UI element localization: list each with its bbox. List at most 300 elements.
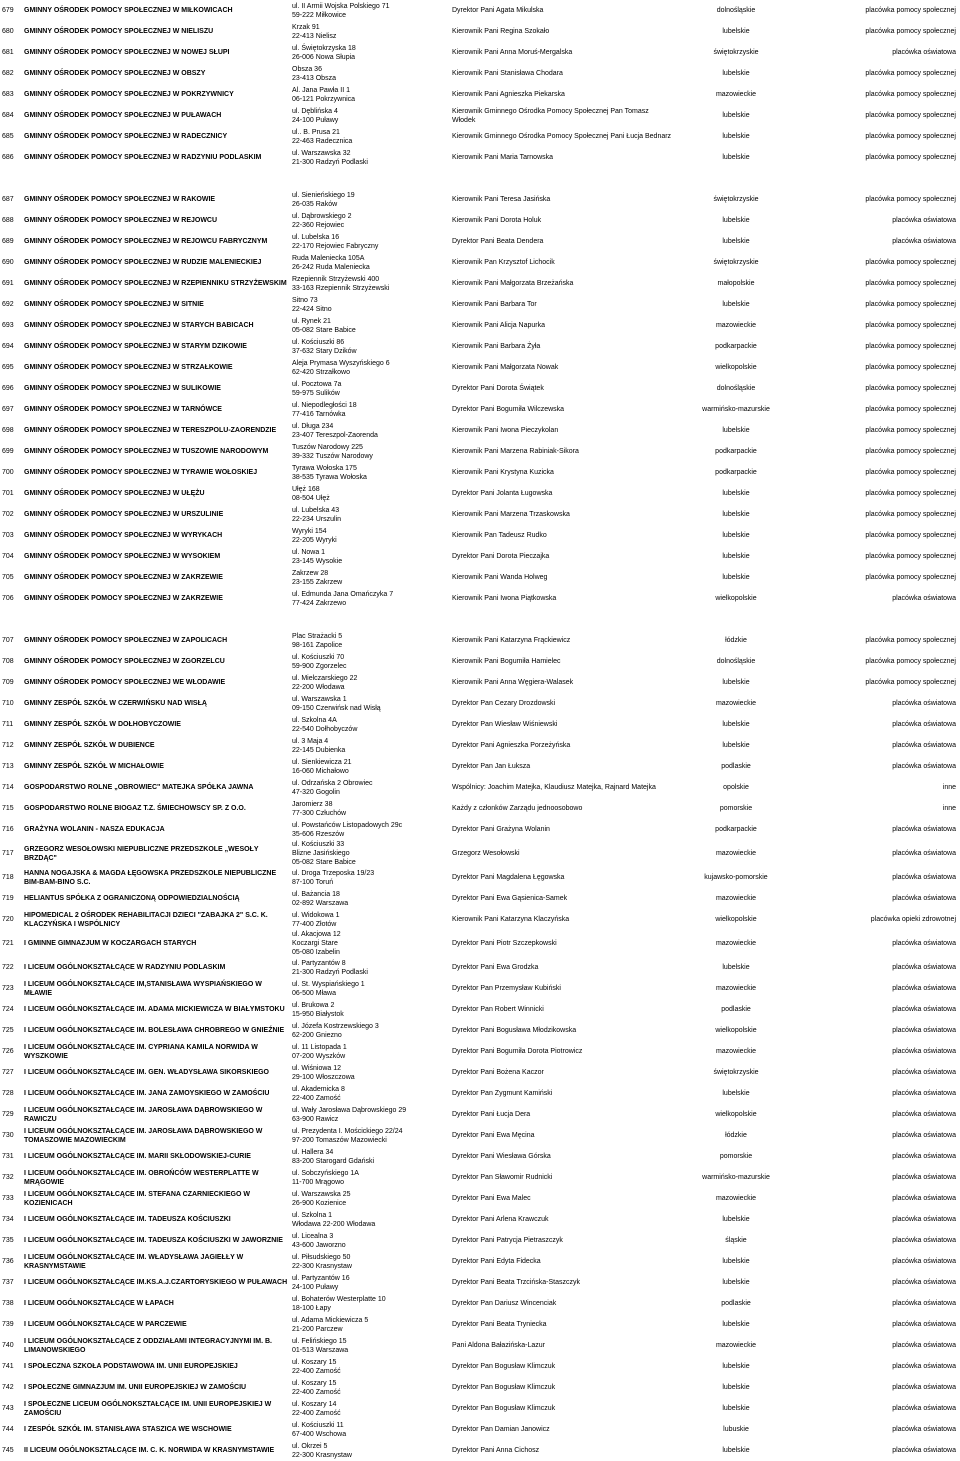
address-line: 22-300 Krasnystaw	[292, 1451, 352, 1459]
address	[290, 756, 450, 777]
institution-type: placówka oświatowa	[892, 1279, 956, 1286]
table-row	[0, 147, 960, 168]
institution-type: placówka pomocy społecznej	[865, 448, 956, 455]
institution-name: GMINNY OŚRODEK POMOCY SPOŁECZNEJ W POKRZYWNICY	[24, 91, 234, 98]
table-row	[0, 63, 960, 84]
institution-type: placówka pomocy społecznej	[865, 7, 956, 14]
voivodeship: świętokrzyskie	[713, 259, 759, 266]
address-line: 11-700 Mrągowo	[292, 1178, 345, 1186]
address-line: ul. Koszary 15	[292, 1379, 337, 1387]
table-row	[0, 777, 960, 798]
address-line: ul. 3 Maja 4	[292, 737, 329, 745]
address	[290, 714, 450, 735]
table-row	[0, 651, 960, 672]
institution-type: placówka pomocy społecznej	[865, 154, 956, 161]
institution-name: GOSPODARSTWO ROLNE BIOGAZ T.Z. ŚMIECHOWSCY SP. Z O.O.	[24, 805, 246, 812]
institution-name: I LICEUM OGÓLNOKSZTAŁCĄCE W RADZYNIU PODLASKIM	[24, 964, 226, 971]
voivodeship: lubelskie	[722, 1258, 750, 1265]
address-line: 22-400 Zamość	[292, 1367, 341, 1375]
table-row	[0, 315, 960, 336]
institution-name: GMINNY ZESPÓŁ SZKÓŁ W DOŁHOBYCZOWIE	[24, 721, 181, 728]
address-line: ul. Akademicka 8	[292, 1085, 345, 1093]
institution-type: placówka pomocy społecznej	[865, 658, 956, 665]
head-person: Dyrektor Pan Damian Janowicz	[452, 1426, 550, 1433]
address	[290, 999, 450, 1020]
row-number: 711	[2, 721, 14, 728]
address-line: 98-161 Zapolice	[292, 641, 343, 649]
institution-name: GMINNY OŚRODEK POMOCY SPOŁECZNEJ W SULIKOWIE	[24, 385, 221, 392]
address	[290, 357, 450, 378]
institution-name: GMINNY OŚRODEK POMOCY SPOŁECZNEJ W TYRAWIE WOŁOSKIEJ	[24, 469, 258, 476]
institution-type: placówka oświatowa	[892, 895, 956, 902]
row-number: 734	[2, 1216, 14, 1223]
row-number: 717	[2, 850, 14, 857]
institution-name: GMINNY OŚRODEK POMOCY SPOŁECZNEJ W STRZAŁKOWIE	[24, 364, 233, 371]
row-number: 701	[2, 490, 14, 497]
voivodeship: lubelskie	[722, 1363, 750, 1370]
institution-name: GMINNY OŚRODEK POMOCY SPOŁECZNEJ W MIŁKOWICACH	[24, 7, 233, 14]
address	[290, 1209, 450, 1230]
address	[290, 1104, 450, 1125]
voivodeship: lubelskie	[722, 28, 750, 35]
institution-name: GMINNY ZESPÓŁ SZKÓŁ W DUBIENCE	[24, 742, 155, 749]
voivodeship: lubelskie	[722, 112, 750, 119]
address	[290, 1125, 450, 1146]
address-line: ul. Warszawska 25	[292, 1190, 351, 1198]
address-line: ul. Kościuszki 86	[292, 338, 345, 346]
address-line: ul. Wiśniowa 12	[292, 1064, 342, 1072]
table-row	[0, 42, 960, 63]
voivodeship: mazowieckie	[715, 1048, 757, 1055]
voivodeship: mazowieckie	[715, 322, 757, 329]
address-line: 22-400 Zamość	[292, 1409, 341, 1417]
row-number: 692	[2, 301, 14, 308]
address-line: ul. Partyzantów 16	[292, 1274, 350, 1282]
address	[290, 930, 450, 957]
institution-name: GMINNY OŚRODEK POMOCY SPOŁECZNEJ W TERESZPOLU-ZAORENDZIE	[24, 427, 277, 434]
institution-name: GMINNY OŚRODEK POMOCY SPOŁECZNEJ W UŁĘŻU	[24, 490, 205, 497]
address-line: ul. Józefa Kostrzewskiego 3	[292, 1022, 379, 1030]
head-person: Dyrektor Pani Dorota Pieczajka	[452, 553, 550, 560]
row-number: 725	[2, 1027, 14, 1034]
voivodeship: lubelskie	[722, 490, 750, 497]
table-row	[0, 336, 960, 357]
institution-type: placówka oświatowa	[892, 1069, 956, 1076]
institution-name: GMINNY OŚRODEK POMOCY SPOŁECZNEJ W RADECZNICY	[24, 133, 228, 140]
row-number: 716	[2, 826, 14, 833]
row-number: 743	[2, 1405, 14, 1412]
voivodeship: podkarpackie	[715, 343, 757, 350]
head-person: Kierownik Pani Katarzyna Klaczyńska	[452, 916, 570, 923]
head-person: Kierownik Pani Regina Szokało	[452, 28, 550, 35]
institution-type: placówka pomocy społecznej	[865, 427, 956, 434]
head-person: Dyrektor Pani Beata Tryniecka	[452, 1321, 547, 1328]
address-line: ul. Odrzańska 2 Obrowiec	[292, 779, 373, 787]
table-row	[0, 378, 960, 399]
address-line: 38-535 Tyrawa Wołoska	[292, 473, 367, 481]
row-number: 730	[2, 1132, 14, 1139]
institution-type: placówka oświatowa	[892, 1447, 956, 1454]
institution-name: GMINNY OŚRODEK POMOCY SPOŁECZNEJ W STARYCH BABICACH	[24, 322, 254, 329]
address-line: Blizne Jasińskiego	[292, 850, 350, 857]
address	[290, 978, 450, 999]
voivodeship: lubelskie	[722, 1216, 750, 1223]
institution-type: placówka oświatowa	[892, 850, 956, 857]
address	[290, 1188, 450, 1209]
row-number: 703	[2, 532, 14, 539]
address	[290, 1167, 450, 1188]
address-line: 15-950 Białystok	[292, 1010, 344, 1018]
address-line: 33-163 Rzepiennik Strzyżewski	[292, 284, 390, 292]
row-number: 679	[2, 7, 14, 14]
voivodeship: lubelskie	[722, 532, 750, 539]
address	[290, 672, 450, 693]
table-row	[0, 930, 960, 957]
table-row	[0, 1209, 960, 1230]
institution-type: placówka pomocy społecznej	[865, 679, 956, 686]
head-person: Dyrektor Pani Ewa Gąsienica-Samek	[452, 895, 568, 902]
table-row	[0, 105, 960, 126]
institution-name: GMINNY OŚRODEK POMOCY SPOŁECZNEJ W REJOWCU	[24, 217, 218, 224]
row-number: 696	[2, 385, 14, 392]
head-person: Kierownik Pani Wanda Holweg	[452, 574, 548, 581]
address-line: Rzepiennik Strzyżewski 400	[292, 275, 380, 283]
table-row	[0, 735, 960, 756]
institution-type: placówka oświatowa	[892, 1006, 956, 1013]
institution-name: GRZEGORZ WESOŁOWSKI NIEPUBLICZNE PRZEDSZKOLE „WESOŁY BRZDĄC"	[24, 845, 259, 862]
address-line: ul. Dęblińska 4	[292, 107, 338, 115]
head-person: Kierownik Pani Maria Tarnowska	[452, 154, 554, 161]
row-number: 700	[2, 469, 14, 476]
address-line: 26-035 Raków	[292, 200, 338, 208]
voivodeship: lubelskie	[722, 1405, 750, 1412]
institution-name: GMINNY OŚRODEK POMOCY SPOŁECZNEJ W RUDZIE MALENIECKIEJ	[24, 259, 262, 266]
row-number: 710	[2, 700, 14, 707]
address-line: 22-463 Radecznica	[292, 137, 353, 145]
institution-name: GMINNY OŚRODEK POMOCY SPOŁECZNEJ WE WŁODAWIE	[24, 679, 226, 686]
head-person: Dyrektor Pan Wiesław Wiśniewski	[452, 721, 558, 728]
table-row	[0, 672, 960, 693]
institution-name: GMINNY OŚRODEK POMOCY SPOŁECZNEJ W WYRYKACH	[24, 532, 223, 539]
institution-type: placówka oświatowa	[892, 964, 956, 971]
address-line: ul. Brukowa 2	[292, 1001, 335, 1009]
head-person: Dyrektor Pan Jan Łuksza	[452, 763, 531, 770]
address-line: 18-100 Łapy	[292, 1304, 331, 1312]
address-line: ul. Adama Mickiewicza 5	[292, 1316, 369, 1324]
institution-type: inne	[942, 805, 956, 812]
address-line: 05-082 Stare Babice	[292, 859, 356, 866]
table-row	[0, 1272, 960, 1293]
table-row	[0, 0, 960, 21]
row-number: 694	[2, 343, 14, 350]
head-person: Dyrektor Pani Bogusława Młodzikowska	[452, 1027, 577, 1034]
institution-name: I LICEUM OGÓLNOKSZTAŁCĄCE IM. GEN. WŁADYSŁAWA SIKORSKIEGO	[24, 1069, 269, 1076]
address	[290, 546, 450, 567]
head-person: Dyrektor Pani Beata Dendera	[452, 238, 544, 245]
address-line: ul. Felińskiego 15	[292, 1337, 347, 1345]
institution-name: I LICEUM OGÓLNOKSZTAŁCĄCE IM. CYPRIANA KAMILA NORWIDA W WYSZKOWIE	[24, 1043, 258, 1060]
table-row	[0, 1104, 960, 1125]
address-line: ul. Akacjowa 12	[292, 931, 341, 938]
institution-name: GMINNY OŚRODEK POMOCY SPOŁECZNEJ W NIELISZU	[24, 28, 214, 35]
address	[290, 273, 450, 294]
institution-type: placówka oświatowa	[892, 1300, 956, 1307]
table-row	[0, 1356, 960, 1377]
table-row	[0, 1398, 960, 1419]
table-row	[0, 483, 960, 504]
address-line: 77-424 Zakrzewo	[292, 599, 347, 607]
address	[290, 909, 450, 930]
section-gap	[0, 168, 960, 189]
institution-name: GMINNY OŚRODEK POMOCY SPOŁECZNEJ W ZAPOLICACH	[24, 637, 228, 644]
institution-name: GMINNY OŚRODEK POMOCY SPOŁECZNEJ W NOWEJ SŁUPI	[24, 49, 230, 56]
address-line: 87-100 Toruń	[292, 878, 334, 886]
row-number: 682	[2, 70, 14, 77]
voivodeship: kujawsko-pomorskie	[704, 874, 768, 881]
table-row	[0, 909, 960, 930]
voivodeship: lubelskie	[722, 1090, 750, 1097]
voivodeship: lubelskie	[722, 679, 750, 686]
address-line: 39-332 Tuszów Narodowy	[292, 452, 373, 460]
row-number: 687	[2, 196, 14, 203]
table-row	[0, 1419, 960, 1440]
address-line: 23-145 Wysokie	[292, 557, 343, 565]
address-line: ul. Edmunda Jana Omańczyka 7	[292, 590, 394, 598]
voivodeship: lubelskie	[722, 154, 750, 161]
address	[290, 777, 450, 798]
table-row	[0, 693, 960, 714]
row-number: 714	[2, 784, 14, 791]
institution-type: placówka oświatowa	[892, 721, 956, 728]
address	[290, 1440, 450, 1461]
voivodeship: łódzkie	[725, 1132, 747, 1139]
address	[290, 252, 450, 273]
institution-name: GMINNY OŚRODEK POMOCY SPOŁECZNEJ W URSZULINIE	[24, 511, 224, 518]
voivodeship: lubelskie	[722, 553, 750, 560]
institution-type: placówka oświatowa	[892, 763, 956, 770]
row-number: 691	[2, 280, 14, 287]
address-line: 22-400 Zamość	[292, 1094, 341, 1102]
address	[290, 189, 450, 210]
address	[290, 462, 450, 483]
head-person: Dyrektor Pani Bogumiła Wilczewska	[452, 406, 565, 413]
address	[290, 1356, 450, 1377]
institution-type: placówka pomocy społecznej	[865, 301, 956, 308]
address-line: ul. II Armii Wojska Polskiego 71	[292, 2, 390, 10]
institution-name: GMINNY OŚRODEK POMOCY SPOŁECZNEJ W WYSOKIEM	[24, 553, 221, 560]
institution-name: GMINNY OŚRODEK POMOCY SPOŁECZNEJ W TARNÓWCE	[24, 406, 222, 413]
address-line: ul. Świętokrzyska 18	[292, 44, 356, 52]
voivodeship: świętokrzyskie	[713, 49, 759, 56]
institution-type: placówka oświatowa	[892, 1111, 956, 1118]
address-line: ul. Bohaterów Westerplatte 10	[292, 1295, 386, 1303]
row-number: 740	[2, 1342, 14, 1349]
table-row	[0, 630, 960, 651]
institution-name: I ZESPÓŁ SZKÓŁ IM. STANISŁAWA STASZICA WE WSCHOWIE	[24, 1426, 232, 1433]
head-person: Każdy z członków Zarządu jednoosobowo	[452, 805, 583, 812]
address-line: ul. Kościuszki 33	[292, 841, 345, 848]
address-line: 23-413 Obsza	[292, 74, 336, 82]
institution-name: I LICEUM OGÓLNOKSZTAŁCĄCE W ŁAPACH	[24, 1300, 174, 1307]
institution-type: placówka opieki zdrowotnej	[870, 916, 956, 923]
voivodeship: małopolskie	[717, 280, 755, 287]
table-row	[0, 999, 960, 1020]
institution-type: placówka oświatowa	[892, 1153, 956, 1160]
table-row	[0, 357, 960, 378]
head-person: Kierownik Pani Stanisława Chodara	[452, 70, 563, 77]
address-line: 08-504 Ułęż	[292, 494, 330, 502]
head-person: Dyrektor Pani Agnieszka Porzeżyńska	[452, 742, 571, 749]
institution-name: HELIANTUS SPÓŁKA Z OGRANICZONĄ ODPOWIEDZIALNOŚCIĄ	[24, 895, 240, 902]
institution-type: placówka oświatowa	[892, 1090, 956, 1097]
voivodeship: podkarpackie	[715, 469, 757, 476]
address-line: 22-200 Włodawa	[292, 683, 345, 691]
address-line: 37-632 Stary Dzików	[292, 347, 357, 355]
head-person: Dyrektor Pani Ewa Grodzka	[452, 964, 539, 971]
institution-name: GMINNY OŚRODEK POMOCY SPOŁECZNEJ W OBSZY	[24, 70, 206, 77]
head-person: Kierownik Pan Tadeusz Rudko	[452, 532, 547, 539]
voivodeship: lubelskie	[722, 238, 750, 245]
address-line: Zakrzew 28	[292, 569, 329, 577]
head-person: Dyrektor Pani Beata Trzcińska-Staszczyk	[452, 1279, 580, 1286]
address	[290, 1062, 450, 1083]
row-number: 738	[2, 1300, 14, 1307]
address-line: ul. Sienkiewicza 21	[292, 758, 352, 766]
voivodeship: podkarpackie	[715, 448, 757, 455]
address	[290, 1335, 450, 1356]
address	[290, 1314, 450, 1335]
address-line: 63-900 Rawicz	[292, 1115, 339, 1123]
institution-type: placówka oświatowa	[892, 700, 956, 707]
table-row	[0, 1167, 960, 1188]
address-line: 05-082 Stare Babice	[292, 326, 356, 334]
address-line: ul. Szkolna 4A	[292, 716, 337, 724]
address-line: 22-145 Dubienka	[292, 746, 346, 754]
row-number: 724	[2, 1006, 14, 1013]
institution-type: placówka oświatowa	[892, 238, 956, 245]
row-number: 745	[2, 1447, 14, 1454]
row-number: 683	[2, 91, 14, 98]
address-line: ul. Mielczarskiego 22	[292, 674, 358, 682]
table-row	[0, 867, 960, 888]
table-row	[0, 1293, 960, 1314]
address-line: 22-413 Nielisz	[292, 32, 337, 40]
table-row	[0, 1230, 960, 1251]
institution-type: placówka oświatowa	[892, 217, 956, 224]
head-person: Dyrektor Pani Grażyna Wolanin	[452, 826, 550, 833]
address-line: Tyrawa Wołoska 175	[292, 464, 357, 472]
institution-name: GOSPODARSTWO ROLNE „OBROWIEC" MATEJKA SPÓŁKA JAWNA	[24, 784, 254, 791]
institution-name: I GMINNE GIMNAZJUM W KOCZARGACH STARYCH	[24, 940, 197, 947]
institution-type: placówka oświatowa	[892, 1048, 956, 1055]
institution-type: placówka oświatowa	[892, 1258, 956, 1265]
institution-name: I LICEUM OGÓLNOKSZTAŁCĄCE IM. ADAMA MICKIEWICZA W BIAŁYMSTOKU	[24, 1006, 285, 1013]
institution-name: I LICEUM OGÓLNOKSZTAŁCĄCE IM. MARII SKŁODOWSKIEJ-CURIE	[24, 1153, 251, 1160]
address-line: ul. Bażancia 18	[292, 890, 340, 898]
head-person: Kierownik Gminnego Ośrodka Pomocy Społecznej Pani Łucja Bednarz	[452, 133, 672, 140]
table-row	[0, 978, 960, 999]
voivodeship: lubelskie	[722, 1447, 750, 1454]
table-row	[0, 1440, 960, 1461]
institution-name: GMINNY OŚRODEK POMOCY SPOŁECZNEJ W REJOWCU FABRYCZNYM	[24, 238, 268, 245]
voivodeship: mazowieckie	[715, 1342, 757, 1349]
head-person: Kierownik Pani Marzena Trzaskowska	[452, 511, 570, 518]
institution-type: placówka oświatowa	[892, 742, 956, 749]
row-number: 695	[2, 364, 14, 371]
institution-name: I LICEUM OGÓLNOKSZTAŁCĄCE IM. WŁADYSŁAWA JAGIEŁŁY W KRASNYMSTAWIE	[24, 1253, 244, 1270]
address-line: 06-121 Pokrzywnica	[292, 95, 356, 103]
institution-type: placówka oświatowa	[892, 1321, 956, 1328]
table-row	[0, 588, 960, 609]
address-line: ul. Kościuszki 11	[292, 1421, 344, 1429]
voivodeship: mazowieckie	[715, 985, 757, 992]
institution-name: HIPOMEDICAL 2 OŚRODEK REHABILITACJI DZIECI "ZABAJKA 2" S.C. K. KLACZYŃSKA I WSPÓLNICY	[24, 911, 268, 928]
institution-type: placówka oświatowa	[892, 1132, 956, 1139]
institution-type: placówka oświatowa	[892, 1237, 956, 1244]
head-person: Dyrektor Pani Wiesława Górska	[452, 1153, 551, 1160]
address	[290, 84, 450, 105]
address-line: Plac Strażacki 5	[292, 632, 343, 640]
table-row	[0, 1062, 960, 1083]
head-person: Kierownik Pani Barbara Tor	[452, 301, 537, 308]
voivodeship: lubelskie	[722, 301, 750, 308]
address	[290, 819, 450, 840]
voivodeship: lubuskie	[723, 1426, 749, 1433]
institution-type: placówka pomocy społecznej	[865, 28, 956, 35]
address-line: 29-100 Włoszczowa	[292, 1073, 355, 1081]
row-number: 726	[2, 1048, 14, 1055]
institution-name: GMINNY OŚRODEK POMOCY SPOŁECZNEJ W TUSZOWIE NARODOWYM	[24, 448, 269, 455]
head-person: Kierownik Pani Iwona Pieczykolan	[452, 427, 559, 434]
address-line: ul. Dąbrowskiego 2	[292, 212, 352, 220]
row-number: 729	[2, 1111, 14, 1118]
head-person: Kierownik Pani Marzena Rabiniak-Sikora	[452, 448, 579, 455]
table-row	[0, 84, 960, 105]
address-line: ul. Piłsudskiego 50	[292, 1253, 351, 1261]
voivodeship: lubelskie	[722, 217, 750, 224]
row-number: 720	[2, 916, 14, 923]
address-line: 21-300 Radzyń Podlaski	[292, 968, 368, 976]
voivodeship: wielkopolskie	[715, 916, 757, 923]
table-row	[0, 294, 960, 315]
voivodeship: wielkopolskie	[715, 364, 757, 371]
address-line: ul. Lubelska 43	[292, 506, 340, 514]
voivodeship: mazowieckie	[715, 91, 757, 98]
address	[290, 693, 450, 714]
institution-name: HANNA NOGAJSKA & MAGDA ŁĘGOWSKA PRZEDSZKOLE NIEPUBLICZNE BIM-BAM-BINO S.C.	[24, 869, 277, 886]
head-person: Kierownik Pani Małgorzata Nowak	[452, 364, 559, 371]
voivodeship: pomorskie	[719, 1153, 753, 1160]
row-number: 715	[2, 805, 14, 812]
institution-type: placówka pomocy społecznej	[865, 511, 956, 518]
table-row	[0, 441, 960, 462]
voivodeship: świętokrzyskie	[713, 1069, 759, 1076]
head-person: Dyrektor Pani Bogumiła Dorota Piotrowicz	[452, 1048, 583, 1055]
table-row	[0, 819, 960, 840]
institution-type: placówka oświatowa	[892, 1216, 956, 1223]
row-number: 719	[2, 895, 14, 902]
voivodeship: opolskie	[723, 784, 749, 791]
head-person: Dyrektor Pani Łucja Dera	[452, 1111, 531, 1118]
voivodeship: podlaskie	[721, 763, 751, 770]
address	[290, 840, 450, 867]
address-line: ul. Warszawska 1	[292, 695, 347, 703]
row-number: 688	[2, 217, 14, 224]
address-line: 23-155 Zakrzew	[292, 578, 343, 586]
row-number: 741	[2, 1363, 14, 1370]
address-line: 22-170 Rejowiec Fabryczny	[292, 242, 379, 250]
voivodeship: lubelskie	[722, 1279, 750, 1286]
